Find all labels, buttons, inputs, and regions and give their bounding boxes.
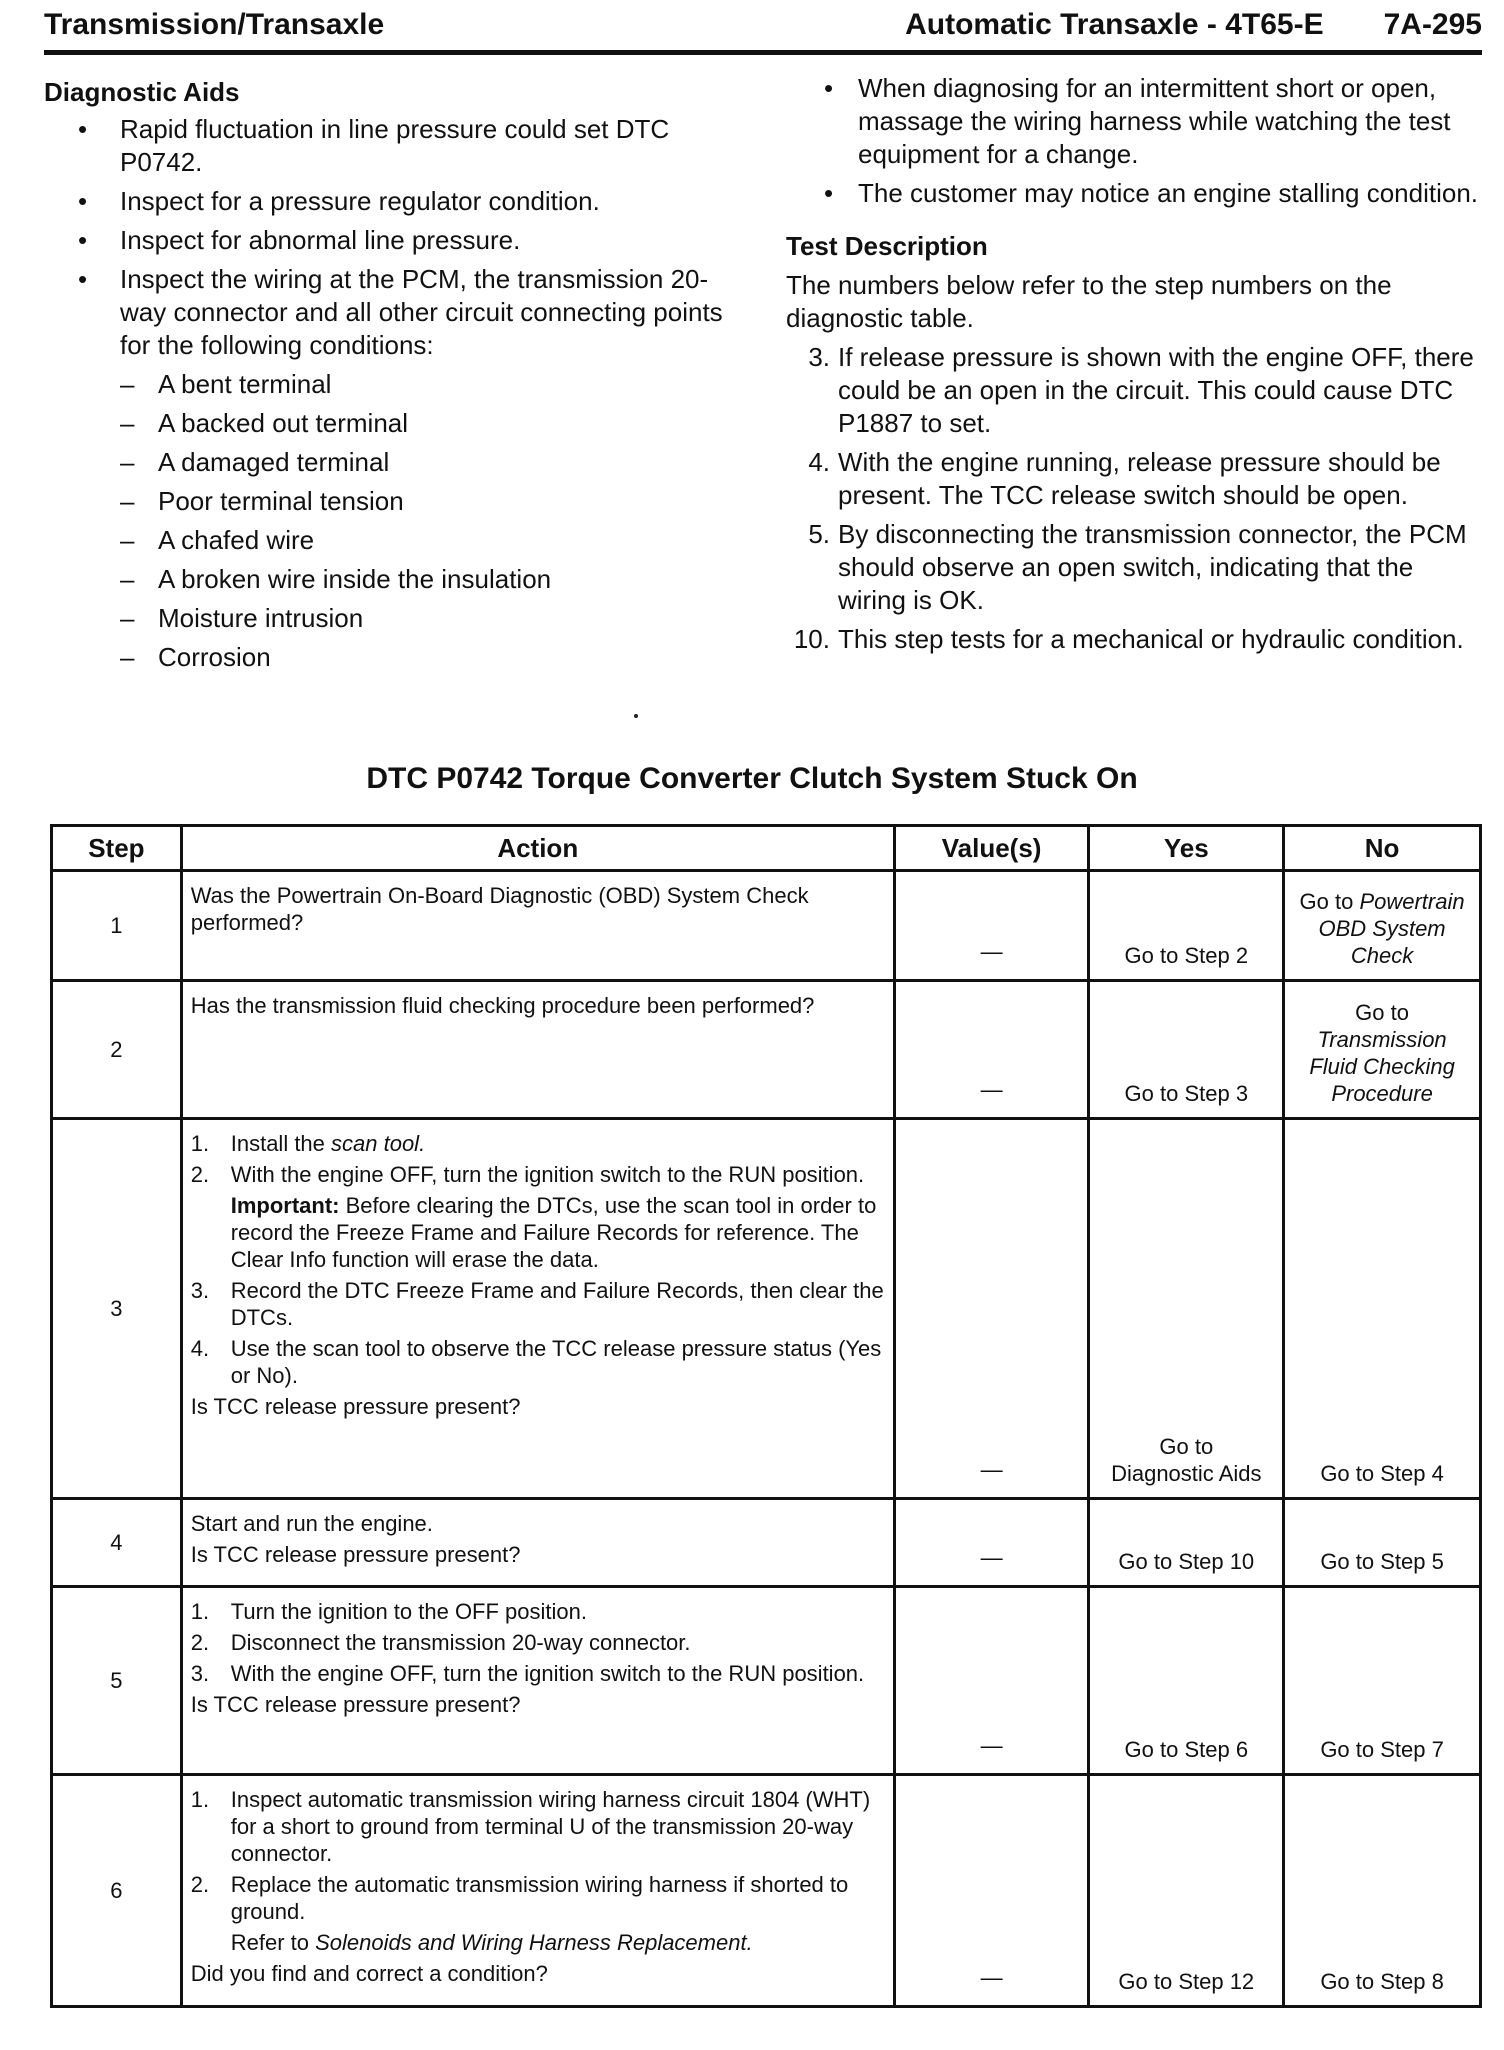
yes-cell (1089, 1119, 1284, 1499)
action-step: 2. Replace the automatic transmission wiring harness if shorted to ground. (190, 1872, 849, 1924)
action-step: 3. With the engine OFF, turn the ignition switch to the RUN position. (190, 1661, 865, 1686)
list-item: – A bent terminal (120, 369, 332, 399)
yes-cell: Go to Step 12 (1089, 1775, 1284, 2007)
col-header-yes: Yes (1089, 826, 1284, 871)
col-header-no: No (1284, 826, 1481, 871)
action-cell (181, 871, 894, 981)
action-text: Start and run the engine. (190, 1511, 433, 1536)
no-cell: Go to Step 8 (1284, 1775, 1481, 2007)
step-number: 5 (52, 1587, 182, 1775)
no-reference: Transmission Fluid Checking Procedure (1309, 1027, 1455, 1106)
list-item: • When diagnosing for an intermittent short or open, massage the wiring harness while watching the test equipment for a change. (824, 73, 1451, 169)
bullet-text: Inspect for abnormal line pressure. (120, 225, 521, 255)
action-text: With the engine OFF, turn the ignition switch to the RUN position. (230, 1661, 865, 1686)
action-cell (181, 981, 894, 1119)
action-emphasis: scan tool. (331, 1131, 426, 1156)
table-row (52, 1775, 1481, 2007)
action-step: 2. With the engine OFF, turn the ignition switch to the RUN position. (190, 1162, 865, 1187)
reference-note (191, 1929, 885, 1956)
list-item: • Inspect for abnormal line pressure. (78, 225, 521, 255)
action-text: Has the transmission fluid checking procedure been performed? (190, 993, 815, 1018)
dash-text: Moisture intrusion (158, 603, 364, 633)
important-label: Important: (230, 1193, 340, 1218)
col-header-action: Action (181, 826, 894, 871)
list-item: – A broken wire inside the insulation (120, 564, 552, 594)
action-cell (181, 1119, 894, 1499)
list-item: – Poor terminal tension (120, 486, 404, 516)
item-number: 5. (808, 519, 830, 549)
list-item: – A damaged terminal (120, 447, 390, 477)
list-item: • The customer may notice an engine stalling condition. (824, 178, 1479, 208)
dash-text: Corrosion (158, 642, 271, 672)
table-header-row (52, 826, 1481, 871)
table-row (52, 981, 1481, 1119)
value-cell: — (894, 1119, 1089, 1499)
table-title: DTC P0742 Torque Converter Clutch System Stuck On (366, 762, 1138, 795)
action-cell (181, 1775, 894, 2007)
diagnostic-table (50, 824, 1482, 2008)
action-text: With the engine OFF, turn the ignition switch to the RUN position. (230, 1162, 865, 1187)
stray-mark (634, 714, 638, 718)
list-item: – Moisture intrusion (120, 603, 364, 633)
dash-text: A damaged terminal (158, 447, 390, 477)
manual-title-text: Automatic Transaxle - 4T65-E (905, 8, 1324, 41)
reference-link-text: Solenoids and Wiring Harness Replacement. (315, 1930, 753, 1955)
list-item (786, 623, 1486, 656)
step-number: 3 (52, 1119, 182, 1499)
list-item: • Rapid fluctuation in line pressure could set DTC P0742. (78, 114, 670, 177)
value-cell: — (894, 981, 1089, 1119)
dash-text: Poor terminal tension (158, 486, 404, 516)
table-row (52, 871, 1481, 981)
yes-cell: Go to Step 10 (1089, 1499, 1284, 1587)
no-cell (1284, 981, 1481, 1119)
action-text: Replace the automatic transmission wiring harness if shorted to ground. (230, 1872, 849, 1924)
dash-text: A chafed wire (158, 525, 315, 555)
item-text: This step tests for a mechanical or hydraulic condition. (838, 624, 1464, 654)
test-description-heading: Test Description (786, 231, 988, 261)
item-number: 10. (793, 624, 830, 654)
value-cell: — (894, 1499, 1089, 1587)
test-description-section (786, 72, 1486, 662)
action-text: Was the Powertrain On-Board Diagnostic (OBD) System Check performed? (190, 883, 809, 935)
page-header (44, 6, 1482, 55)
table-row (52, 1499, 1481, 1587)
important-text: Before clearing the DTCs, use the scan tool in order to record the Freeze Frame and Failure Records for reference. The Clear Info function will erase the data. (230, 1193, 877, 1272)
value-cell: — (894, 871, 1089, 981)
item-number: 3. (808, 342, 830, 372)
list-item (786, 341, 1486, 440)
col-header-values: Value(s) (894, 826, 1089, 871)
list-item (786, 446, 1486, 512)
col-header-step: Step (52, 826, 182, 871)
bullet-text: When diagnosing for an intermittent short or open, massage the wiring harness while watching the test equipment for a change. (858, 73, 1451, 169)
action-step: 1. Install the scan tool. (190, 1131, 426, 1156)
action-cell (181, 1499, 894, 1587)
list-item: • Inspect the wiring at the PCM, the transmission 20-way connector and all other circuit connecting points for the following conditions: (78, 264, 723, 360)
yes-cell: Go to Step 6 (1089, 1587, 1284, 1775)
test-description-intro: The numbers below refer to the step numbers on the diagnostic table. (786, 270, 1392, 333)
yes-prefix: Go to (1159, 1434, 1214, 1459)
action-text: Disconnect the transmission 20-way connector. (230, 1630, 691, 1655)
manual-title (905, 8, 1482, 42)
action-step: 3. Record the DTC Freeze Frame and Failure Records, then clear the DTCs. (190, 1278, 884, 1330)
step-number: 2 (52, 981, 182, 1119)
action-question: Is TCC release pressure present? (190, 1542, 521, 1567)
no-cell: Go to Step 7 (1284, 1587, 1481, 1775)
action-text: Record the DTC Freeze Frame and Failure Records, then clear the DTCs. (230, 1278, 884, 1330)
list-item: – A chafed wire (120, 525, 315, 555)
bullet-text: Inspect for a pressure regulator condition. (120, 186, 600, 216)
table-row (52, 1587, 1481, 1775)
value-cell: — (894, 1775, 1089, 2007)
diagnostic-aids-heading: Diagnostic Aids (44, 77, 240, 107)
important-note (191, 1192, 885, 1273)
dash-text: A bent terminal (158, 369, 332, 399)
yes-cell: Go to Step 3 (1089, 981, 1284, 1119)
yes-cell: Go to Step 2 (1089, 871, 1284, 981)
step-number: 1 (52, 871, 182, 981)
action-step: 2. Disconnect the transmission 20-way connector. (190, 1630, 691, 1655)
yes-reference: Diagnostic Aids (1111, 1461, 1262, 1486)
dash-text: A backed out terminal (158, 408, 409, 438)
action-step: 1. Turn the ignition to the OFF position. (190, 1599, 587, 1624)
action-step: 4. Use the scan tool to observe the TCC release pressure status (Yes or No). (190, 1336, 882, 1388)
section-title: Transmission/Transaxle (44, 8, 385, 41)
bullet-text: Inspect the wiring at the PCM, the transmission 20-way connector and all other circuit connecting points for the following conditions: (120, 264, 723, 360)
no-prefix: Go to (1299, 889, 1360, 914)
item-text: By disconnecting the transmission connector, the PCM should observe an open switch, indicating that the wiring is OK. (838, 519, 1467, 615)
list-item: – A backed out terminal (120, 408, 409, 438)
table-row (52, 1119, 1481, 1499)
bullet-text: The customer may notice an engine stalling condition. (858, 178, 1479, 208)
action-text: Use the scan tool to observe the TCC release pressure status (Yes or No). (230, 1336, 882, 1388)
action-question: Did you find and correct a condition? (190, 1961, 548, 1986)
value-cell: — (894, 1587, 1089, 1775)
list-item: • Inspect for a pressure regulator condition. (78, 186, 600, 216)
step-number: 4 (52, 1499, 182, 1587)
action-text: Install the (230, 1131, 332, 1156)
action-question: Is TCC release pressure present? (190, 1692, 521, 1717)
action-text: Inspect automatic transmission wiring harness circuit 1804 (WHT) for a short to ground from terminal U of the transmission 20-way connector. (230, 1787, 871, 1866)
page-number: 7A-295 (1383, 8, 1482, 41)
diagnostic-aids-section (44, 76, 744, 680)
list-item (786, 518, 1486, 617)
dash-text: A broken wire inside the insulation (158, 564, 552, 594)
bullet-text: Rapid fluctuation in line pressure could set DTC P0742. (120, 114, 670, 177)
no-cell: Go to Step 5 (1284, 1499, 1481, 1587)
action-question: Is TCC release pressure present? (190, 1394, 521, 1419)
item-text: With the engine running, release pressure should be present. The TCC release switch should be open. (838, 447, 1441, 510)
no-cell: Go to Step 4 (1284, 1119, 1481, 1499)
list-item: – Corrosion (120, 642, 271, 672)
item-text: If release pressure is shown with the engine OFF, there could be an open in the circuit. This could cause DTC P1887 to set. (838, 342, 1474, 438)
no-reference: Powertrain OBD System Check (1318, 889, 1465, 968)
action-step: 1. Inspect automatic transmission wiring harness circuit 1804 (WHT) for a short to ground from terminal U of the transmission 20-way connector. (190, 1787, 871, 1866)
no-prefix: Go to (1355, 1000, 1409, 1025)
no-cell (1284, 871, 1481, 981)
reference-prefix: Refer to (230, 1930, 316, 1955)
action-text: Turn the ignition to the OFF position. (230, 1599, 587, 1624)
step-number: 6 (52, 1775, 182, 2007)
item-number: 4. (808, 447, 830, 477)
action-cell (181, 1587, 894, 1775)
